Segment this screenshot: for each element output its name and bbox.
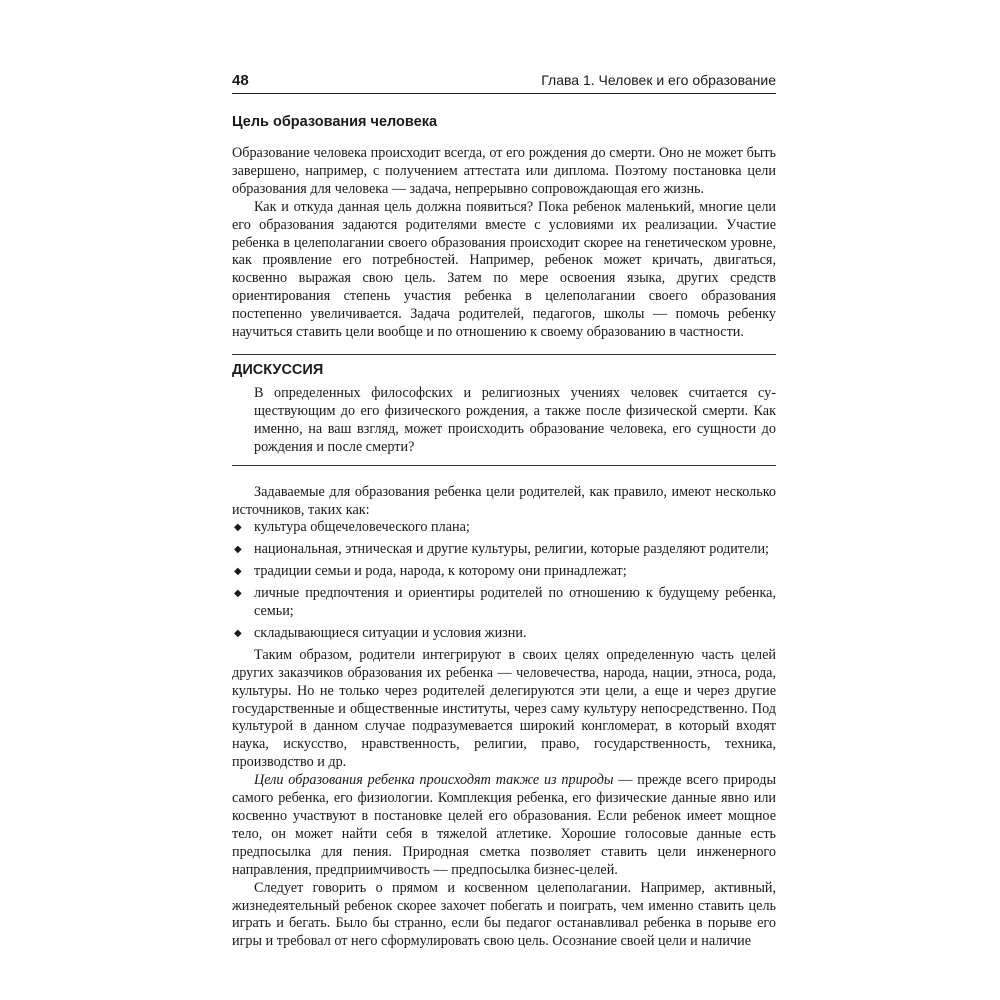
source-list [232,519,776,642]
list-item-text: национальная, этническая и другие культуры, религии, которые разделяют родители; [254,541,769,558]
section-heading: Цель образования человека [232,114,438,130]
paragraph: Образование человека происходит всегда, от его рождения до смерти. Оно не может быть завершено, например, с получением аттестата или диплома. Поэтому постановка цели образования для человека — задача, непрерывно сопровождающая его жизнь. [232,145,776,197]
discussion-heading: ДИСКУССИЯ [232,361,324,378]
paragraph: Таким образом, родители интегрируют в своих целях определенную часть целей других заказчиков образования их ребенка — человечества, народа, нации, этноса, рода, культуры. Но не только через родителей делегируются эти цели, а еще и через другие государственные и общественные институты, через саму культуру непосредственно. Под культурой в данном случае подразумевается широкий конгломерат, в который входят наука, искусство, нравственность, религии, право, государственность, техника, производство и др. [232,646,776,771]
list-item [232,563,776,581]
paragraph: Следует говорить о прямом и косвенном целеполагании. Например, активный, жизнедеятельный ребенок скорее захочет побегать и поиграть, чем именно ставить цель играть и бегать. Было бы странно, если бы педагог останавливал ребенка в порыве его игры и требовал от него сформулировать свою цель. Осознание своей цели и наличие [232,879,776,950]
book-page [232,72,776,992]
diamond-bullet-icon: ◆ [234,627,242,639]
diamond-bullet-icon: ◆ [234,588,242,600]
running-header [232,72,776,94]
diamond-bullet-icon: ◆ [234,544,242,556]
diamond-bullet-icon: ◆ [234,522,242,534]
chapter-title: Глава 1. Человек и его образование [541,72,776,88]
list-item-text: личные предпочтения и ориентиры родителей по отношению к будущему ребенка, семьи; [254,585,776,620]
discussion-box [232,354,776,466]
list-item-text: традиции семьи и рода, народа, к которому они принадлежат; [254,563,627,580]
diamond-bullet-icon: ◆ [234,566,242,578]
list-item-text: складывающиеся ситуации и условия жизни. [254,624,527,641]
paragraph: Как и откуда данная цель должна появиться? Пока ребенок маленький, многие цели его образования задаются родителями вместе с условиями их реализации. Участие ребенка в целеполагании своего образования происходит скорее на генетическом уровне, как проявление его потребностей. Например, ребенок может кричать, двигаться, косвенно выражая свою цель. Затем по мере освоения языка, других средств ориентирования степень участия ребенка в целеполагании своего образования постепенно увеличивается. Задача родителей, педагогов, школы — помочь ребенку научиться ставить цели вообще и по отношению к своему образованию в частности. [232,198,776,341]
italic-lead: Цели образования ребенка происходят также из природы [254,772,614,789]
discussion-text: В определенных философских и религиозных учениях человек считается существующим до его физического рождения, а также после физической смерти. Как именно, на ваш взгляд, может происходить образование человека, его сущности до рождения и после смерти? [254,384,776,455]
list-item [232,541,776,559]
list-item [232,625,776,643]
list-item-text: культура общечеловеческого плана; [254,519,470,536]
paragraph [232,772,776,879]
list-item [232,519,776,537]
paragraph-text: — прежде всего природы самого ребенка, его физиологии. Комплекция ребенка, его физические данные явно или косвенно участвуют в постановке целей его образования. Если ребенок имеет мощное тело, он может найти себя в тяжелой атлетике. Хорошие голосовые данные есть предпосылка для пения. Природная сметка позволяет ставить цели инженерного направления, предприимчивость — предпосылка бизнес-целей. [232,772,776,878]
paragraph: Задаваемые для образования ребенка цели родителей, как правило, имеют несколько источников, таких как: [232,483,776,518]
page-number: 48 [232,72,249,89]
list-item [232,585,776,621]
